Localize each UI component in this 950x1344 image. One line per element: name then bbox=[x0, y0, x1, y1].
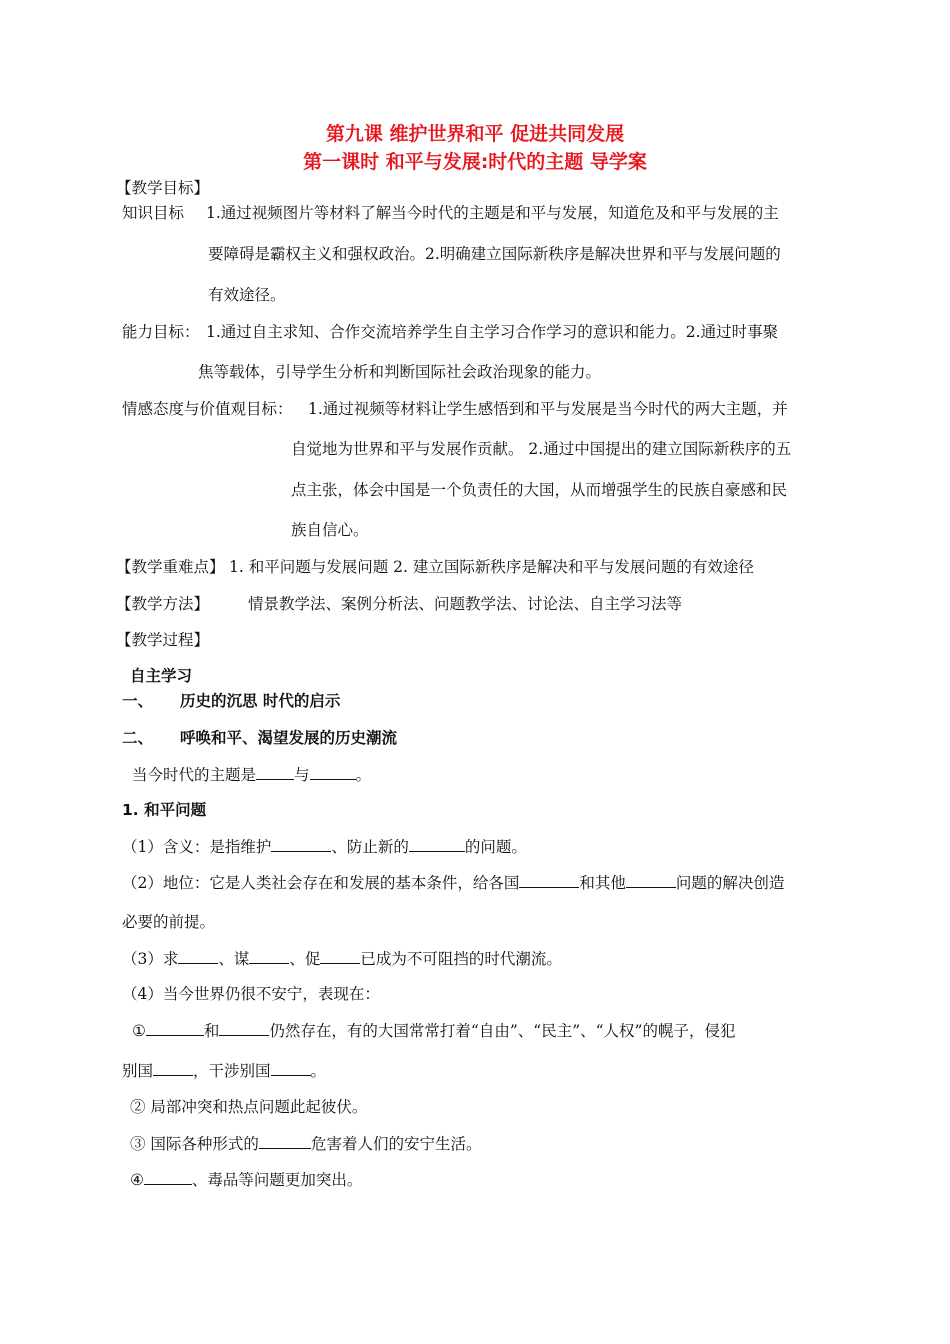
theme-text: 。 bbox=[355, 766, 372, 784]
lesson-title: 第九课 维护世界和平 促进共同发展 bbox=[325, 123, 625, 145]
section-one-number: 一、 bbox=[122, 692, 154, 710]
item-text: ③ 国际各种形式的 bbox=[130, 1135, 259, 1153]
question-text: 、防止新的 bbox=[331, 838, 409, 856]
question-status-cont: 必要的前提。 bbox=[122, 913, 216, 931]
key-points-text: 1. 和平问题与发展问题 2. 建立国际新秩序是解决和平与发展问题的有效途径 bbox=[229, 558, 754, 576]
methods-text: 情景教学法、案例分析法、问题教学法、讨论法、自主学习法等 bbox=[248, 595, 683, 613]
question-text: 、促 bbox=[289, 950, 321, 968]
blank[interactable] bbox=[626, 872, 676, 888]
question-text: （2）地位：它是人类社会存在和发展的基本条件，给各国 bbox=[122, 874, 520, 892]
process-label: 【教学过程】 bbox=[116, 631, 210, 649]
unrest-item-1-cont bbox=[122, 1060, 326, 1081]
blank[interactable] bbox=[271, 1060, 311, 1076]
emotion-label: 情感态度与价值观目标： bbox=[122, 400, 293, 418]
self-study-heading: 自主学习 bbox=[130, 667, 193, 685]
item-text: 和 bbox=[203, 1022, 220, 1040]
question-text: 问题的解决创造 bbox=[675, 874, 785, 892]
unrest-item-4 bbox=[130, 1169, 362, 1190]
ability-line: 1.通过自主求知、合作交流培养学生自主学习合作学习的意识和能力。2.通过时事聚 bbox=[206, 323, 779, 341]
blank[interactable] bbox=[153, 1060, 193, 1076]
item-text: 仍然存在，有的大国常常打着“自由”、“民主”、“人权”的幌子，侵犯 bbox=[269, 1022, 736, 1040]
question-text: 、谋 bbox=[218, 950, 250, 968]
theme-text: 当今时代的主题是 bbox=[132, 766, 257, 784]
ability-label: 能力目标： bbox=[122, 323, 200, 341]
goals-heading: 【教学目标】 bbox=[116, 179, 210, 197]
blank[interactable] bbox=[310, 764, 356, 780]
knowledge-line: 1.通过视频图片等材料了解当今时代的主题是和平与发展，知道危及和平与发展的主 bbox=[206, 204, 779, 222]
era-theme-line bbox=[132, 764, 371, 785]
item-text: 别国 bbox=[122, 1062, 154, 1080]
unrest-item-1 bbox=[132, 1020, 735, 1041]
ability-line: 焦等载体，引导学生分析和判断国际社会政治现象的能力。 bbox=[198, 363, 602, 381]
key-points-label: 【教学重难点】 bbox=[116, 558, 225, 576]
knowledge-line: 要障碍是霸权主义和强权政治。2.明确建立国际新秩序是解决世界和平与发展问题的 bbox=[208, 245, 781, 263]
section-two-number: 二、 bbox=[122, 729, 154, 747]
question-text: 已成为不可阻挡的时代潮流。 bbox=[360, 950, 562, 968]
section-two-title: 呼唤和平、渴望发展的历史潮流 bbox=[180, 729, 398, 747]
emotion-line: 点主张，体会中国是一个负责任的大国，从而增强学生的民族自豪感和民 bbox=[291, 481, 788, 499]
item-text: 危害着人们的安宁生活。 bbox=[310, 1135, 482, 1153]
item-text: ④ bbox=[130, 1171, 144, 1189]
question-text: （3）求 bbox=[122, 950, 179, 968]
blank[interactable] bbox=[144, 1169, 192, 1185]
emotion-line: 1.通过视频等材料让学生感悟到和平与发展是当今时代的两大主题，并 bbox=[308, 400, 788, 418]
blank[interactable] bbox=[219, 1020, 269, 1036]
methods-label: 【教学方法】 bbox=[116, 595, 210, 613]
question-unrest: （4）当今世界仍很不安宁，表现在： bbox=[122, 985, 380, 1003]
unrest-item-3 bbox=[130, 1133, 481, 1154]
item-text: ，干涉别国 bbox=[193, 1062, 271, 1080]
emotion-line: 自觉地为世界和平与发展作贡献。 2.通过中国提出的建立国际新秩序的五 bbox=[291, 440, 792, 458]
item-text: ① bbox=[132, 1022, 146, 1040]
blank[interactable] bbox=[271, 836, 331, 852]
blank[interactable] bbox=[256, 764, 294, 780]
section-one-title: 历史的沉思 时代的启示 bbox=[180, 692, 341, 710]
lesson-subtitle: 第一课时 和平与发展:时代的主题 导学案 bbox=[303, 151, 647, 173]
question-text: （1）含义：是指维护 bbox=[122, 838, 272, 856]
question-text: 的问题。 bbox=[464, 838, 527, 856]
blank[interactable] bbox=[320, 948, 360, 964]
peace-heading: 1. 和平问题 bbox=[122, 801, 207, 819]
blank[interactable] bbox=[178, 948, 218, 964]
question-trend bbox=[122, 948, 562, 969]
item-text: 、毒品等问题更加突出。 bbox=[191, 1171, 363, 1189]
blank[interactable] bbox=[519, 872, 579, 888]
knowledge-line: 有效途径。 bbox=[208, 286, 286, 304]
question-status bbox=[122, 872, 784, 893]
item-text: 。 bbox=[310, 1062, 327, 1080]
theme-text: 与 bbox=[294, 766, 310, 784]
question-meaning bbox=[122, 836, 527, 857]
blank[interactable] bbox=[146, 1020, 204, 1036]
emotion-line: 族自信心。 bbox=[291, 521, 369, 539]
blank[interactable] bbox=[409, 836, 465, 852]
blank[interactable] bbox=[249, 948, 289, 964]
unrest-item-2: ② 局部冲突和热点问题此起彼伏。 bbox=[130, 1098, 368, 1116]
knowledge-label: 知识目标 bbox=[122, 204, 185, 222]
question-text: 和其他 bbox=[579, 874, 626, 892]
blank[interactable] bbox=[259, 1133, 311, 1149]
